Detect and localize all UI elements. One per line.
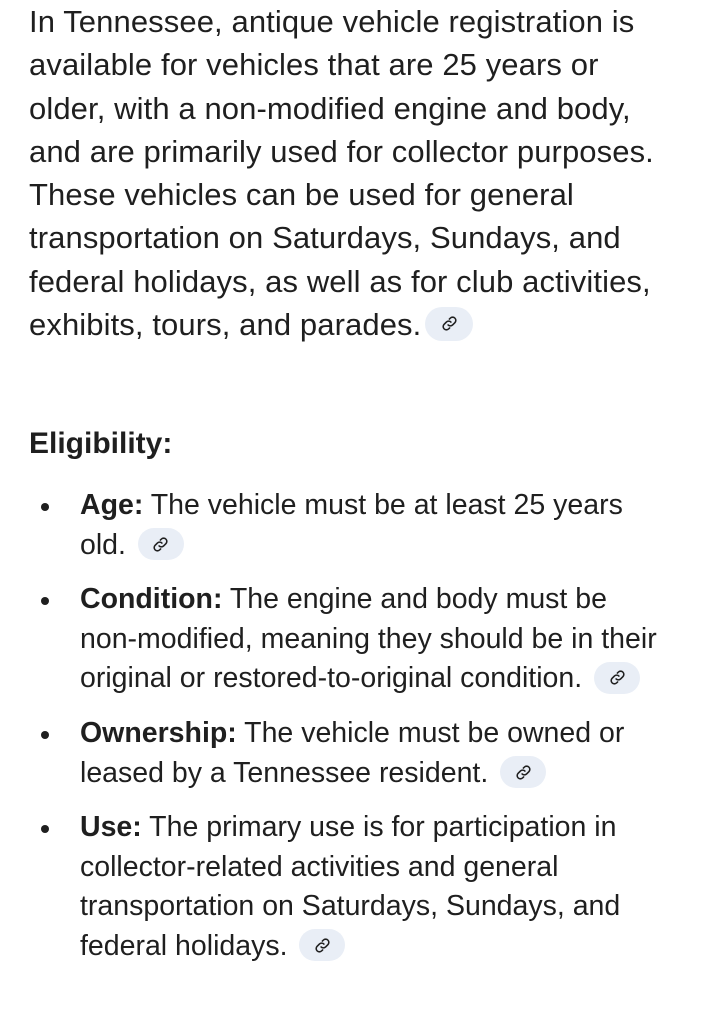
eligibility-list — [29, 486, 669, 982]
source-link-chip[interactable] — [138, 528, 184, 560]
intro-paragraph — [29, 0, 679, 346]
link-icon — [609, 669, 626, 686]
response-content — [29, 0, 679, 962]
bullet-icon — [41, 731, 49, 739]
item-label: Use: — [80, 811, 142, 844]
item-text: The vehicle must be owned or leased by a Tennessee resident. — [80, 716, 625, 789]
bullet-icon — [41, 503, 49, 511]
list-item-ownership — [29, 714, 669, 793]
source-link-chip[interactable] — [594, 662, 640, 694]
bullet-icon — [41, 825, 49, 833]
item-text: The vehicle must be at least 25 years old. — [80, 489, 623, 561]
item-label: Condition: — [80, 583, 223, 616]
list-item-condition — [29, 580, 669, 699]
list-item-age — [29, 486, 669, 565]
link-icon — [515, 764, 532, 781]
source-link-chip[interactable] — [500, 756, 546, 788]
eligibility-heading: Eligibility: — [29, 427, 173, 460]
link-icon — [441, 315, 458, 332]
source-link-chip[interactable] — [425, 307, 473, 341]
intro-text: In Tennessee, antique vehicle registration is available for vehicles that are 25 years or older, with a non-modified engine and body, and are primarily used for collector purposes. These vehicles can be used for general transportation on Saturdays, Sundays, and federal holidays, as well as for club activities, exhibits, tours, and parades. — [29, 4, 654, 343]
bullet-icon — [41, 597, 49, 605]
item-text: The engine and body must be non-modified, meaning they should be in their original or restored-to-original condition. — [80, 583, 657, 695]
link-icon — [152, 536, 169, 553]
source-link-chip[interactable] — [299, 929, 345, 961]
list-item-use — [29, 808, 669, 966]
item-text: The primary use is for participation in collector-related activities and general transportation on Saturdays, Sundays, and federal holidays. — [80, 811, 621, 962]
link-icon — [314, 937, 331, 954]
item-label: Age: — [80, 489, 144, 521]
item-label: Ownership: — [80, 716, 237, 749]
